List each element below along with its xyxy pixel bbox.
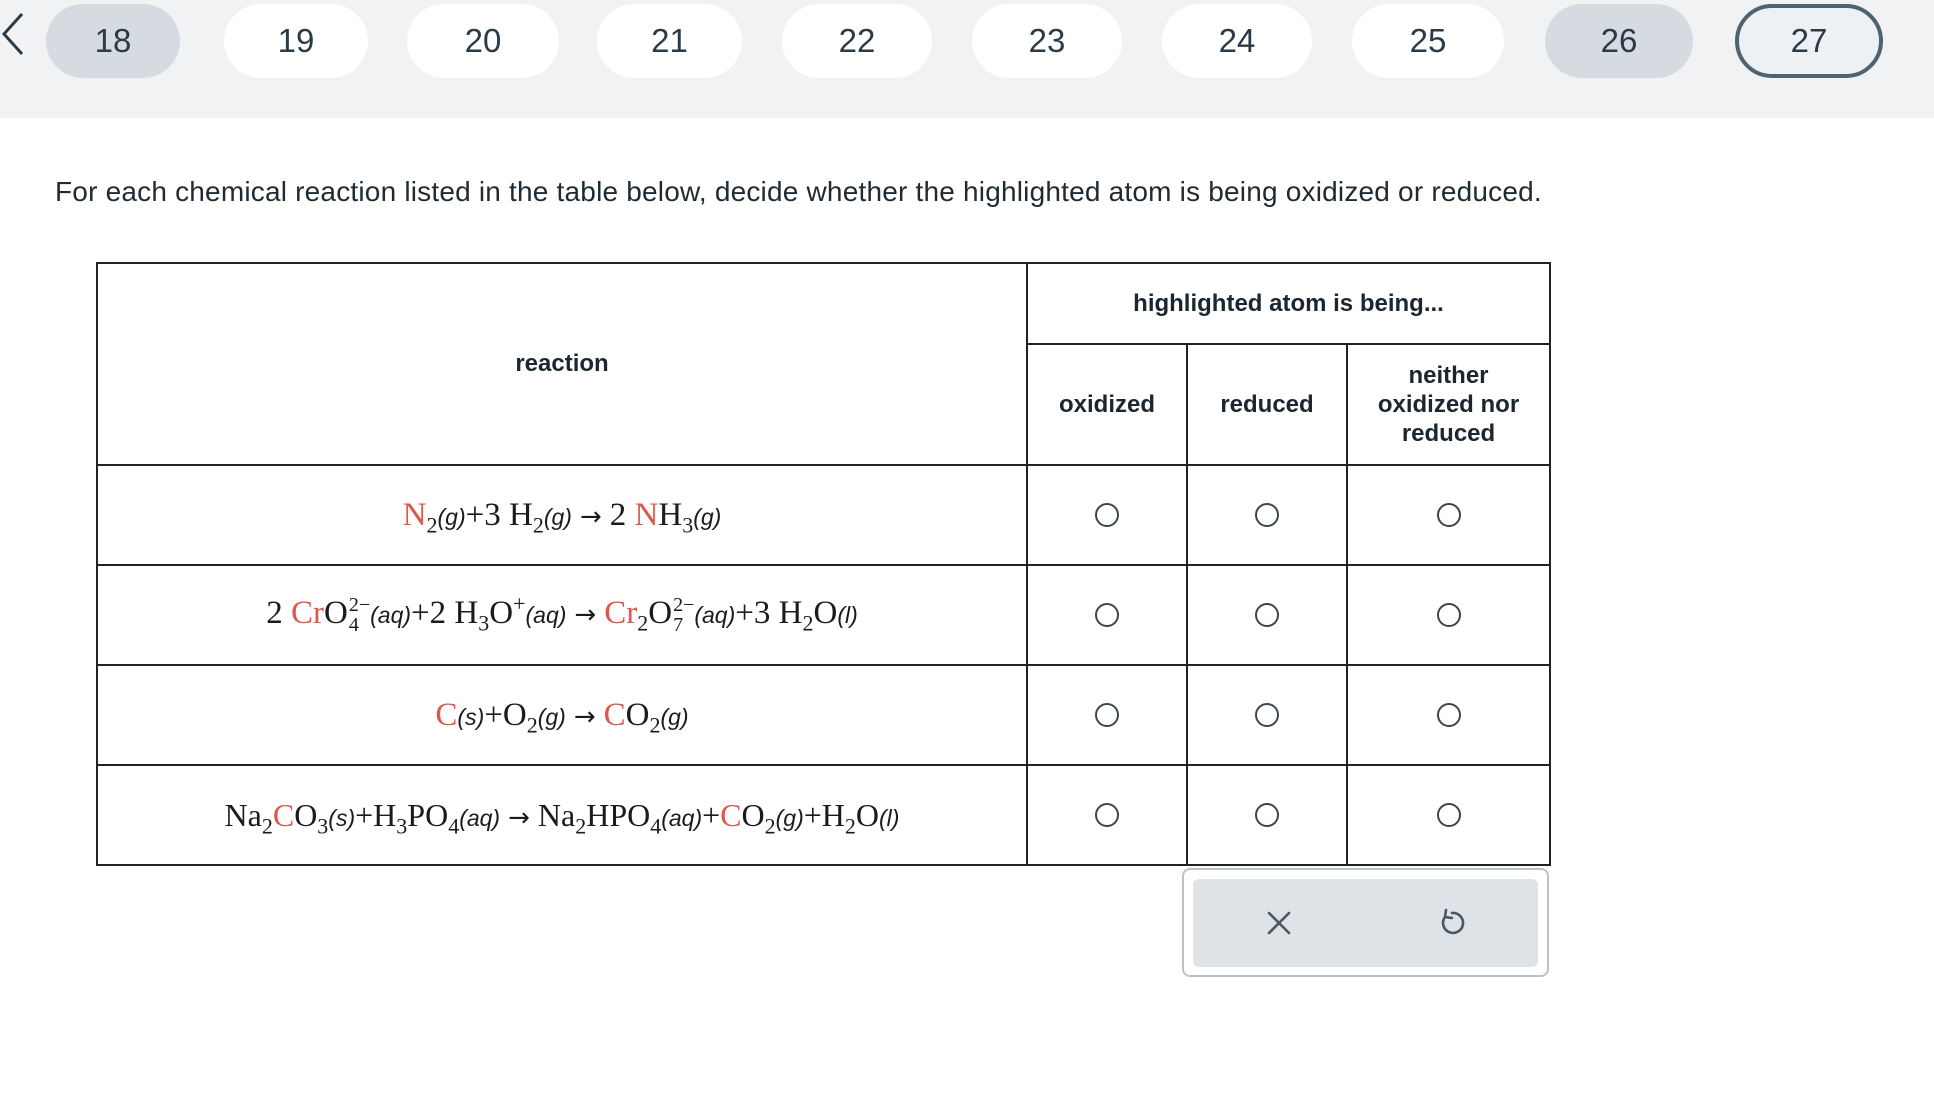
question-18-button[interactable]: 18 (46, 4, 180, 78)
reaction-3-oxidized-radio[interactable] (1095, 703, 1119, 727)
question-navigation-bar (0, 0, 1934, 118)
undo-button[interactable] (1366, 879, 1539, 967)
highlighted-atom-group-header: highlighted atom is being... (1027, 263, 1550, 344)
clear-button[interactable] (1193, 879, 1366, 967)
reaction-3-neither-radio[interactable] (1437, 703, 1461, 727)
answer-actions-toolbar (1193, 879, 1538, 967)
reaction-table (96, 262, 1551, 866)
reaction-2-reduced-radio[interactable] (1255, 603, 1279, 627)
close-icon (1266, 910, 1292, 936)
reaction-1-neither-radio[interactable] (1437, 503, 1461, 527)
question-25-button[interactable]: 25 (1352, 4, 1504, 78)
reaction-4-equation: $Na_2CO_3(s)+H_3PO_4(aq) \to Na_2HPO_4(aq)+CO_2(g)+H_2O(l)$ (97, 765, 1027, 865)
question-19-button[interactable]: 19 (224, 4, 368, 78)
reaction-1-equation: $N_2(g)+3$ $H_2(g) \to 2$ $NH_3(g)$ (97, 465, 1027, 565)
question-number-list (0, 0, 1934, 118)
reaction-4-reduced-radio[interactable] (1255, 803, 1279, 827)
reaction-2-neither-radio[interactable] (1437, 603, 1461, 627)
question-27-button[interactable]: 27 (1735, 4, 1883, 78)
reduced-column-header: reduced (1187, 344, 1347, 465)
reaction-3-equation: $C(s)+O_2(g) \to CO_2(g)$ (97, 665, 1027, 765)
question-23-button[interactable]: 23 (972, 4, 1122, 78)
table-row (97, 765, 1550, 865)
reaction-3-reduced-radio[interactable] (1255, 703, 1279, 727)
undo-icon (1437, 908, 1467, 938)
question-26-button[interactable]: 26 (1545, 4, 1693, 78)
question-prompt: For each chemical reaction listed in the table below, decide whether the highlighted atom is being oxidized or reduced. (55, 176, 1542, 207)
reaction-1-oxidized-radio[interactable] (1095, 503, 1119, 527)
neither-column-header: neither oxidized nor reduced (1347, 344, 1550, 465)
reaction-column-header: reaction (97, 263, 1027, 465)
table-row (97, 565, 1550, 665)
reaction-1-reduced-radio[interactable] (1255, 503, 1279, 527)
table-row (97, 665, 1550, 765)
table-row (97, 465, 1550, 565)
question-24-button[interactable]: 24 (1162, 4, 1312, 78)
question-21-button[interactable]: 21 (597, 4, 742, 78)
reaction-4-oxidized-radio[interactable] (1095, 803, 1119, 827)
reaction-2-equation: 2 CrO 2− 4 (aq)+2 $H_3O^+(aq) \to Cr_2O$ 2− 7 (aq)+3 $H_2O(l)$ (97, 565, 1027, 665)
reaction-4-neither-radio[interactable] (1437, 803, 1461, 827)
question-20-button[interactable]: 20 (407, 4, 559, 78)
oxidized-column-header: oxidized (1027, 344, 1187, 465)
answer-actions-panel (1182, 868, 1549, 977)
question-22-button[interactable]: 22 (782, 4, 932, 78)
reaction-2-oxidized-radio[interactable] (1095, 603, 1119, 627)
